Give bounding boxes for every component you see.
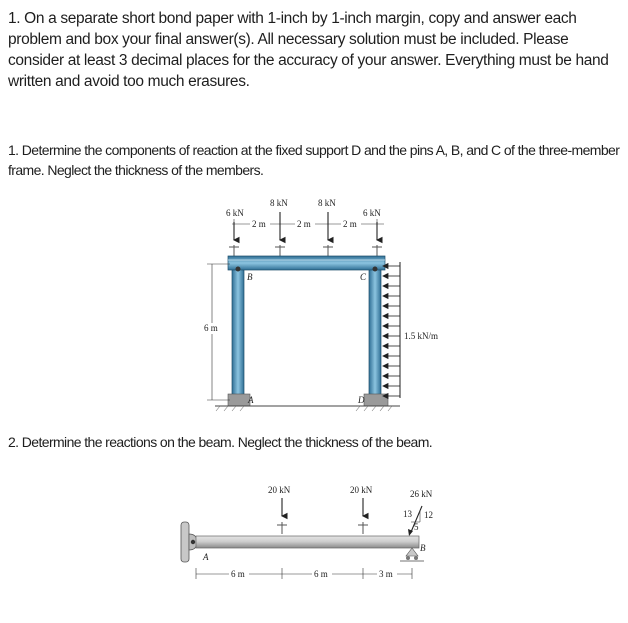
beam-point-b: B (420, 543, 426, 553)
frame-point-a: A (248, 395, 254, 405)
distributed-load-label: 1.5 kN/m (404, 331, 439, 341)
frame-point-b: B (247, 272, 253, 282)
frame-figure (203, 198, 438, 411)
beam-span-2: 6 m (314, 569, 328, 579)
beam-span-3: 3 m (379, 569, 393, 579)
wall-support (181, 522, 189, 562)
beam-load-label-3: 26 kN (410, 489, 433, 499)
frame-top-beam (228, 256, 385, 270)
slope-hyp: 13 (403, 509, 412, 519)
frame-load-label-4: 6 kN (363, 208, 381, 218)
beam-load-arrows (282, 498, 363, 516)
beam-figure (181, 485, 433, 579)
slope-vert: 12 (424, 510, 433, 520)
frame-span-1: 2 m (252, 219, 266, 229)
problem-1-statement: 1. Determine the components of reaction at the fixed support D and the pins A, B, and C of the three-member frame. Neglect the thickness of the members. (8, 142, 620, 178)
frame-height-label: 6 m (204, 323, 218, 333)
frame-left-column (232, 262, 244, 406)
beam-span-1: 6 m (231, 569, 245, 579)
frame-point-c: C (360, 272, 367, 282)
beam-point-a: A (203, 552, 209, 562)
slope-horiz: 5 (414, 522, 419, 532)
frame-load-label-3: 8 kN (318, 198, 336, 208)
frame-span-3: 2 m (343, 219, 357, 229)
frame-load-label-1: 6 kN (226, 208, 244, 218)
frame-span-2: 2 m (297, 219, 311, 229)
beam-load-label-1: 20 kN (268, 485, 291, 495)
frame-right-column (369, 262, 381, 406)
problem-2-statement: 2. Determine the reactions on the beam. Neglect the thickness of the beam. (8, 434, 433, 450)
beam-load-label-2: 20 kN (350, 485, 373, 495)
instructions-paragraph: 1. On a separate short bond paper with 1-inch by 1-inch margin, copy and answer each problem and box your final answer(s). All necessary solution must be included. Please consider at least 3 decimal places for the accuracy of your answer. Everything must be hand written and avoid too much erasures. (8, 10, 609, 90)
frame-point-d: D (358, 395, 365, 405)
frame-load-label-2: 8 kN (270, 198, 288, 208)
beam (196, 536, 419, 548)
